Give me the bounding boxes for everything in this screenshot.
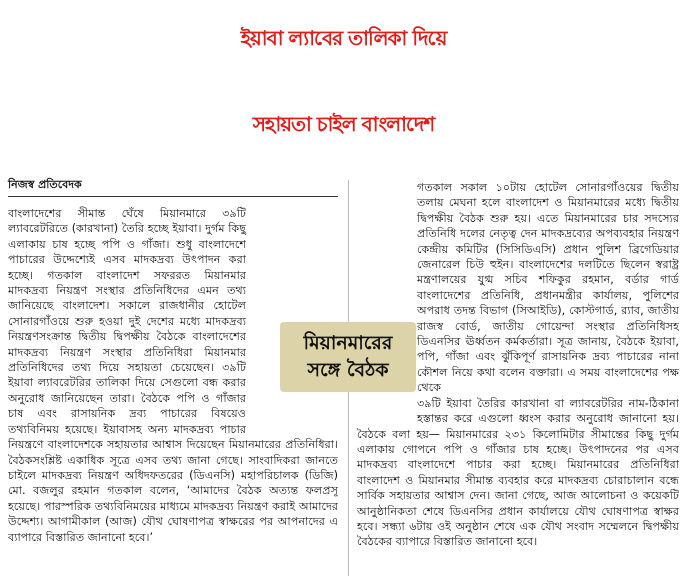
pullquote-line-1: মিয়ানমারের bbox=[303, 332, 393, 354]
pullquote-line-2: সঙ্গে বৈঠক bbox=[307, 359, 389, 381]
byline-divider bbox=[8, 196, 338, 197]
headline-line-1: ইয়াবা ল্যাবের তালিকা দিয়ে bbox=[240, 26, 447, 50]
pullquote-box bbox=[280, 322, 416, 392]
headline-line-2: সহায়তা চাইল বাংলাদেশ bbox=[252, 112, 435, 136]
byline: নিজস্ব প্রতিবেদক bbox=[8, 178, 82, 191]
article-text-right-2: ৩৯টি ইয়াবা তৈরির কারখানা বা ল্যাবরেটরির নাম-ঠিকানা হস্তান্তর করে এগুলো ধ্বংস করার অনুরোধ জানানো হয়। বৈঠকে বলা হয়— মিয়ানমারের ২৩১ কিলোমিটার সীমান্তের কিছু দুর্গম এলাকায় গোপনে পপি ও গাঁজার চাষ হচ্ছে। উৎপাদনের পর এসব মাদকদ্রব্য বাংলাদেশে পাচার করা হচ্ছে। মিয়ানমারের প্রতিনিধিরা বাংলাদেশ ও মিয়ানমার সীমান্ত ব্যবহার করে মাদকদ্রব্য চোরাচালান বন্ধে সার্বিক সহায়তার আশ্বাস দেন। জানা গেছে, আজ আলোচনা ও কয়েকটি আনুষ্ঠানিকতা শেষে ডিএনসির প্রধান কার্যালয়ে যৌথ ঘোষণাপত্র স্বাক্ষর হবে। সন্ধ্যা ৬টায় ওই অনুষ্ঠান শেষে এক যৌথ সংবাদ সম্মেলনে দ্বিপক্ষীয় বৈঠকের ব্যাপারে বিস্তারিত জানানো হবে। bbox=[357, 396, 679, 549]
article-text-right-1: গতকাল সকাল ১০টায় হোটেল সোনারগাঁওয়ের দ্বিতীয় তলায় মেঘনা হলে বাংলাদেশ ও মিয়ানমারের মধ্যে দ্বিতীয় দ্বিপক্ষীয় বৈঠক শুরু হয়। এতে মিয়ানমারের চার সদস্যের প্রতিনিধি দলের নেতৃত্ব দেন মাদকদ্রব্যের অপব্যবহার নিয়ন্ত্রণ কেন্দ্রীয় কমিটির (সিসিডিএসি) প্রধান পুলিশ ব্রিগেডিয়ার জেনারেল চিউ হুইন। বাংলাদেশের দলটিতে ছিলেন স্বরাষ্ট্র মন্ত্রণালয়ের যুগ্ম সচিব শফিকুর রহমান, বর্ডার গার্ড বাংলাদেশের প্রতিনিধি, প্রধানমন্ত্রীর কার্যালয়, পুলিশের অপরাধ তদন্ত বিভাগ (সিআইডি), কোস্টগার্ড, র‌্যাব, জাতীয় রাজস্ব বোর্ড, জাতীয় গোয়েন্দা সংস্থার প্রতিনিধিসহ ডিএনসির ঊর্ধ্বতন কর্মকর্তারা। সূত্র জানায়, বৈঠকে ইয়াবা, পপি, গাঁজা এবং ঝুঁকিপূর্ণ রাসায়নিক দ্রব্য পাচারের নানা কৌশল নিয়ে কথা বলেন বক্তারা। এ সময় বাংলাদেশের পক্ষ থেকে bbox=[417, 181, 679, 395]
article-text-left: বাংলাদেশের সীমান্ত ঘেঁষে মিয়ানমারে ৩৯টি ল্যাবরেটরিতে (কারখানা) তৈরি হচ্ছে ইয়াবা। দুর্গম কিছু এলাকায় চাষ হচ্ছে পপি ও গাঁজা। শুধু বাংলাদেশে পাচারের উদ্দেশ্যেই এসব মাদকদ্রব্য উৎপাদন করা হচ্ছে। গতকাল বাংলাদেশ সফররত মিয়ানমার মাদকদ্রব্য নিয়ন্ত্রণ সংস্থার প্রতিনিধিদের এমন তথ্য জানিয়েছে বাংলাদেশ। সকালে রাজধানীর হোটেল সোনারগাঁওয়ে শুরু হওয়া দুই দেশের মধ্যে মাদকদ্রব্য নিয়ন্ত্রণসংক্রান্ত দ্বিতীয় দ্বিপক্ষীয় বৈঠকে বাংলাদেশের মাদকদ্রব্য নিয়ন্ত্রণ সংস্থার প্রতিনিধিরা মিয়ানমার প্রতিনিধিদের তথ্য দিয়ে সহায়তা চেয়েছেন। ৩৯টি ইয়াবা ল্যাবরেটরির তালিকা দিয়ে সেগুলো বন্ধ করার অনুরোধ জানিয়েছেন তারা। বৈঠকে পপি ও গাঁজার চাষ এবং রাসায়নিক দ্রব্য পাচারের বিষয়েও তথ্যবিনিময় হয়েছে। ইয়াবাসহ অন্য মাদকদ্রব্য পাচার নিয়ন্ত্রণে বাংলাদেশকে সহায়তার আশ্বাস দিয়েছেন মিয়ানমারের প্রতিনিধিরা। বৈঠকসংশ্লিষ্ট একাধিক সূত্রে এসব তথ্য জানা গেছে। সাংবাদিকরা জানতে চাইলে মাদকদ্রব্য নিয়ন্ত্রণ অধিদফতরের (ডিএনসি) মহাপরিচালক (ডিজি) মো. বজলুর রহমান গতকাল বলেন, ‘আমাদের বৈঠক অত্যন্ত ফলপ্রসূ হয়েছে। পারস্পরিক তথ্যবিনিময়ের মাধ্যমে মাদকদ্রব্য নিয়ন্ত্রণ করাই আমাদের উদ্দেশ্য। আগামীকাল (আজ) যৌথ ঘোষণাপত্র স্বাক্ষরের পর আপনাদের এ ব্যাপারে বিস্তারিত জানানো হবে।’ bbox=[8, 207, 338, 544]
